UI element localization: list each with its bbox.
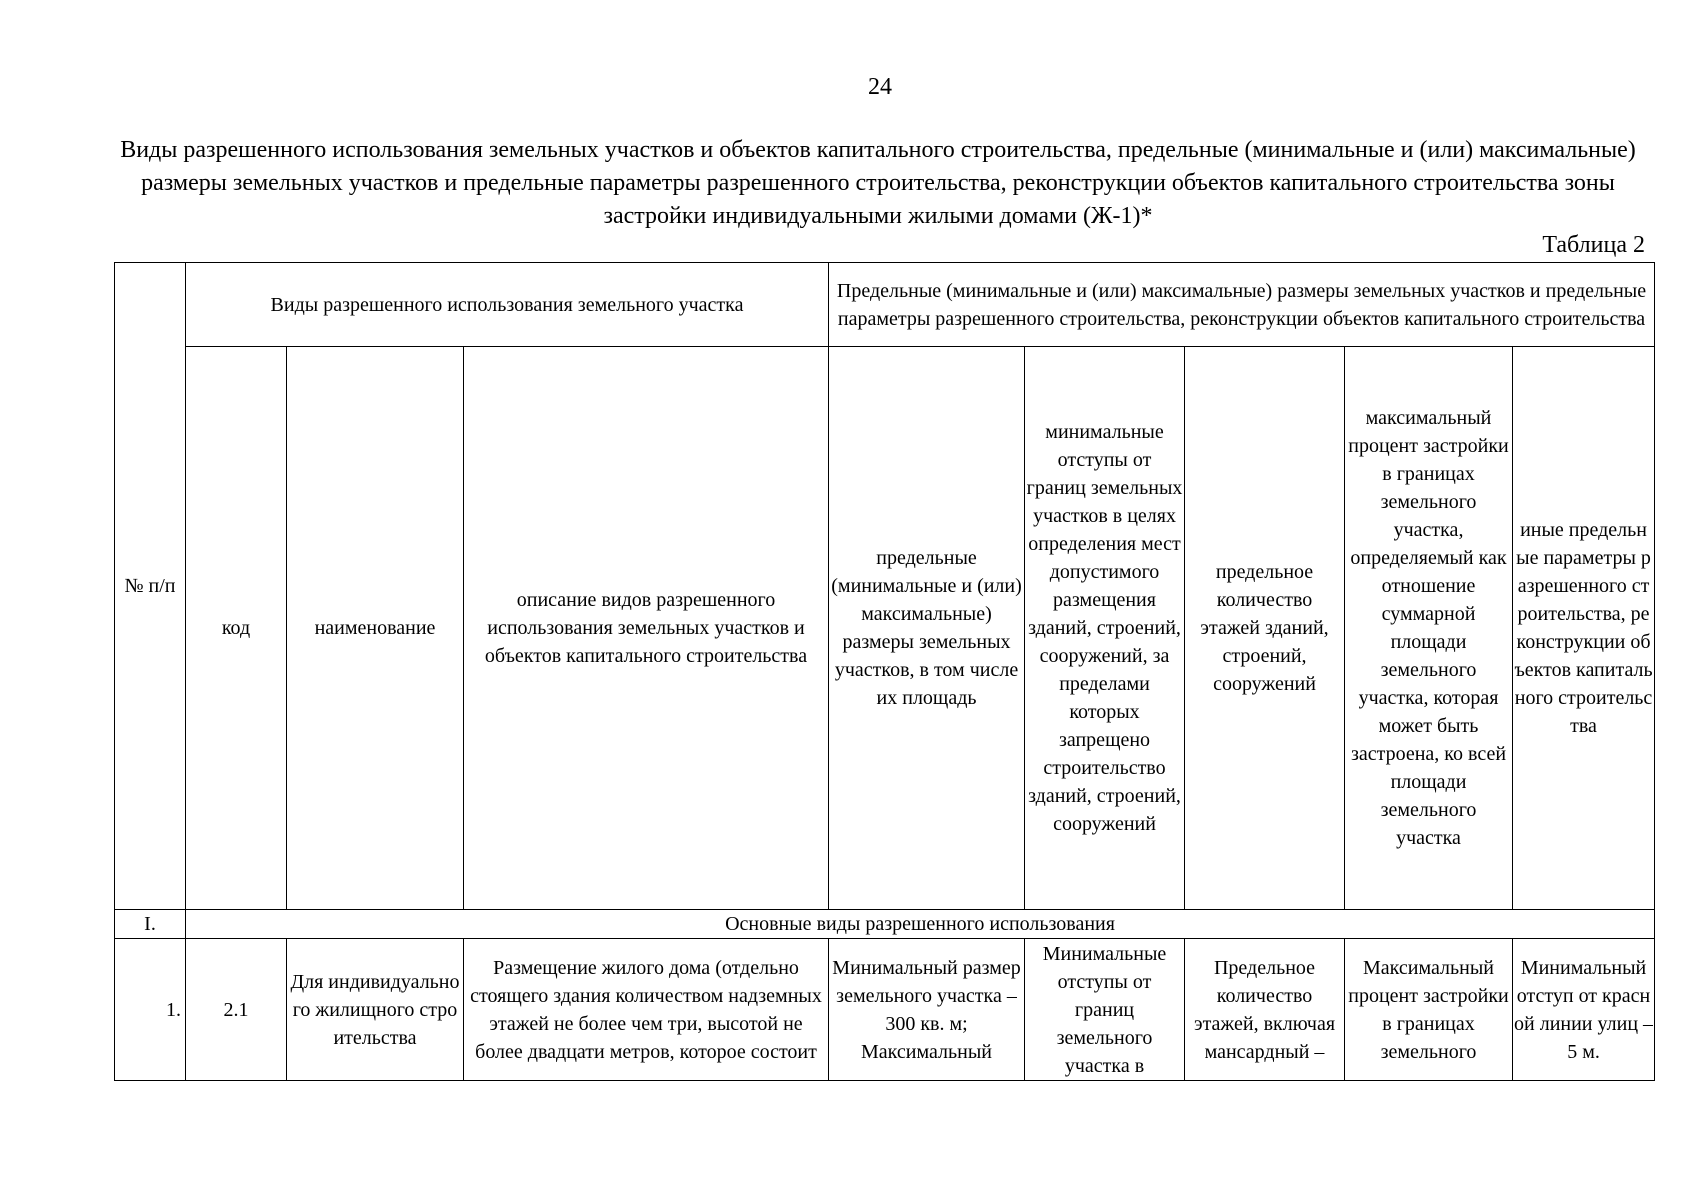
row-code [186, 939, 287, 1081]
header-num: № п/п [115, 263, 186, 910]
header-other: иные предельные параметры разрешенного строительства, реконструкции объектов капитального строительства [1513, 347, 1655, 910]
row-floors [1185, 939, 1345, 1081]
row-name-text: Для индивидуального жилищного строительства [290, 970, 460, 1049]
header-name: наименование [287, 347, 464, 910]
table-caption: Таблица 2 [1542, 232, 1645, 258]
header-floors: предельное количество этажей зданий, строений, сооружений [1185, 347, 1345, 910]
header-setbacks: минимальные отступы от границ земельных участков в целях определения мест допустимого размещения зданий, строений, сооружений, за пределами которых запрещено строительство зданий, строений, сооружений [1025, 347, 1185, 910]
row-floors-text: Предельное количество этажей, включая мансардный – [1193, 956, 1336, 1063]
header-coverage: максимальный процент застройки в границах земельного участка, определяемый как отношение суммарной площади земельного участка, которая может быть застроена, ко всей площади земельного участка [1345, 347, 1513, 910]
row-code-text: 2.1 [223, 998, 249, 1021]
row-coverage-text: Максимальный процент застройки в границах земельного [1348, 956, 1509, 1063]
header-code: код [186, 347, 287, 910]
page-number: 24 [868, 74, 892, 100]
land-use-table [114, 262, 1655, 1081]
document-title: Виды разрешенного использования земельных участков и объектов капитального строительства, предельные (минимальные и (или) максимальные) размеры земельных участков и предельные параметры разрешенного строительства, реконструкции объектов капитального строительства зоны застройки индивидуальными жилыми домами (Ж-1)* [120, 137, 1636, 229]
row-plot-size-text: Минимальный размер земельного участка – 300 кв. м; Максимальный [832, 956, 1021, 1063]
header-description: описание видов разрешенного использования земельных участков и объектов капитального строительства [464, 347, 829, 910]
row-description-text: Размещение жилого дома (отдельно стоящего здания количеством надземных этажей не более чем три, высотой не более двадцати метров, которое состоит [470, 956, 822, 1063]
header-columns-row [115, 347, 1655, 910]
row-coverage [1345, 939, 1513, 1081]
header-group-row [115, 263, 1655, 347]
row-number [115, 939, 186, 1081]
row-number-text: 1. [166, 998, 181, 1021]
row-description [464, 939, 829, 1081]
header-group-vri: Виды разрешенного использования земельного участка [186, 263, 829, 347]
row-plot-size [829, 939, 1025, 1081]
row-other [1513, 939, 1655, 1081]
section-title: Основные виды разрешенного использования [186, 910, 1655, 939]
header-group-params: Предельные (минимальные и (или) максимальные) размеры земельных участков и предельные параметры разрешенного строительства, реконструкции объектов капитального строительства [829, 263, 1655, 347]
row-setbacks-text: Минимальные отступы от границ земельного участка в [1042, 942, 1167, 1077]
row-setbacks [1025, 939, 1185, 1081]
section-number: I. [115, 910, 186, 939]
table-row [115, 939, 1655, 1081]
section-row [115, 910, 1655, 939]
header-plot-size: предельные (минимальные и (или) максимальные) размеры земельных участков, в том числе их площадь [829, 347, 1025, 910]
row-name [287, 939, 464, 1081]
row-other-text: Минимальный отступ от красной линии улиц – 5 м. [1514, 956, 1654, 1063]
